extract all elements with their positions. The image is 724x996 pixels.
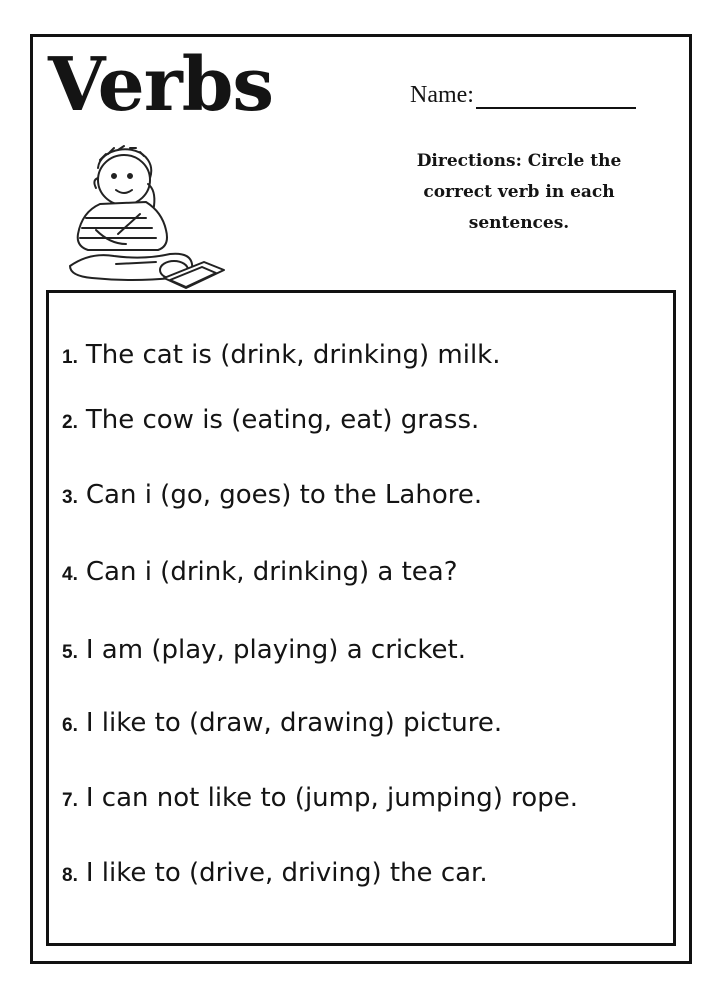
question-2 [62, 405, 479, 435]
question-5 [62, 635, 466, 665]
question-text: Can i (go, goes) to the Lahore. [85, 480, 483, 510]
question-4 [62, 557, 458, 587]
question-number: 8. [62, 865, 78, 886]
questions-box [46, 290, 676, 946]
boy-illustration [56, 138, 226, 290]
question-number: 7. [62, 790, 78, 811]
question-text: The cow is (eating, eat) grass. [85, 405, 480, 435]
directions-text: Directions: Circle the correct verb in each sentences. [416, 151, 622, 233]
question-text: I like to (drive, driving) the car. [85, 858, 488, 888]
question-number: 2. [62, 412, 78, 433]
question-text: I can not like to (jump, jumping) rope. [85, 783, 578, 813]
question-8 [62, 858, 488, 888]
question-1 [62, 340, 501, 370]
question-3 [62, 480, 482, 510]
name-blank-line [476, 87, 636, 109]
question-number: 1. [62, 347, 78, 368]
question-number: 6. [62, 715, 78, 736]
question-text: The cat is (drink, drinking) milk. [85, 340, 501, 370]
question-text: Can i (drink, drinking) a tea? [85, 557, 458, 587]
question-text: I am (play, playing) a cricket. [85, 635, 466, 665]
question-number: 4. [62, 564, 78, 585]
question-number: 3. [62, 487, 78, 508]
question-text: I like to (draw, drawing) picture. [85, 708, 503, 738]
question-6 [62, 708, 502, 738]
name-label: Name: [410, 82, 474, 108]
page-title: Verbs [48, 42, 274, 128]
question-7 [62, 783, 578, 813]
question-number: 5. [62, 642, 78, 663]
name-field [410, 82, 636, 109]
